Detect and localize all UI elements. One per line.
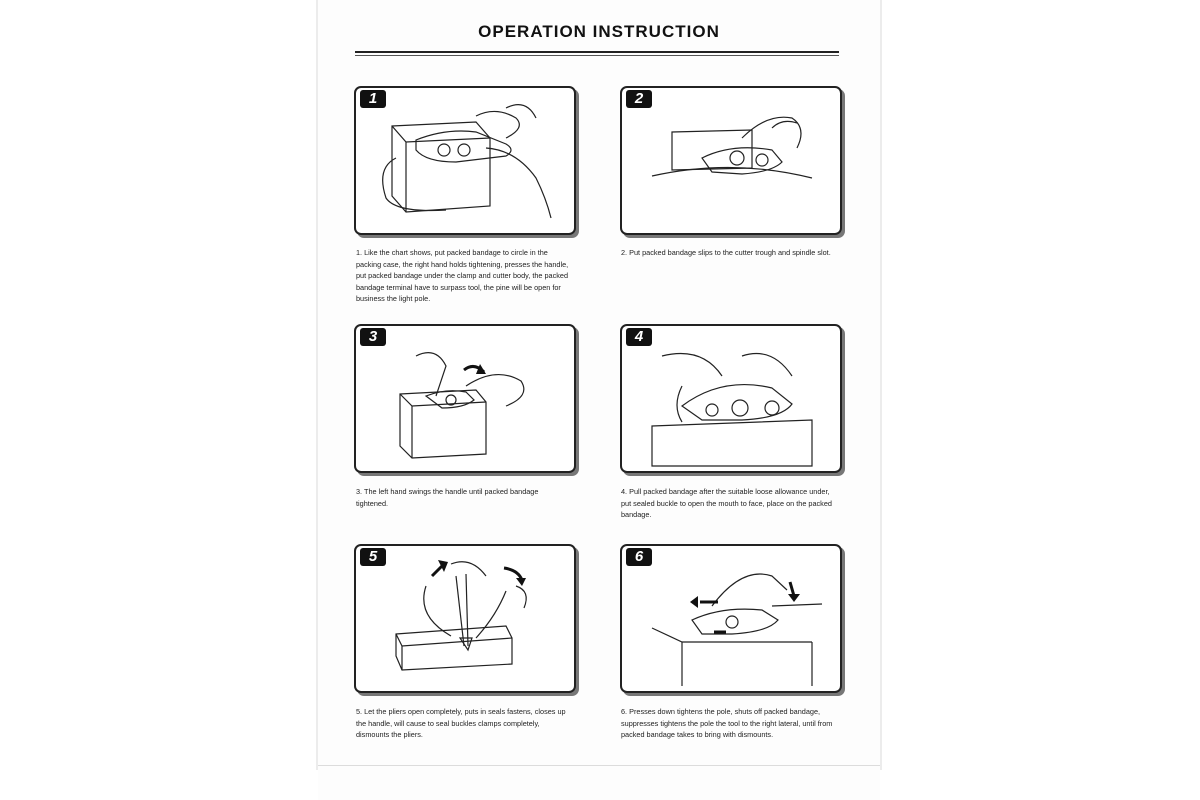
strapping-tool-drawing-2 bbox=[622, 88, 840, 233]
strapping-tool-drawing-1 bbox=[356, 88, 574, 233]
step-1-caption: 1. Like the chart shows, put packed bandage to circle in the packing case, the right hand holds tightening, presses the handle, put packed bandage under the clamp and cutter body, the packed bandage terminal have to surpass tool, the pine will be open for business the light pole. bbox=[356, 248, 569, 303]
step-3-illustration bbox=[354, 324, 576, 473]
title-rule-thin bbox=[355, 55, 839, 56]
step-4-illustration bbox=[620, 324, 842, 473]
step-5-badge: 5 bbox=[360, 548, 386, 566]
step-5-illustration bbox=[354, 544, 576, 693]
step-3-caption: 3. The left hand swings the handle until packed bandage tightened. bbox=[356, 487, 539, 508]
step-6-illustration bbox=[620, 544, 842, 693]
step-1-badge: 1 bbox=[360, 90, 386, 108]
sheet-bottom-edge bbox=[318, 765, 880, 766]
strapping-tool-drawing-3 bbox=[356, 326, 574, 471]
step-2-illustration bbox=[620, 86, 842, 235]
step-4-caption: 4. Pull packed bandage after the suitable loose allowance under, put sealed buckle to open the mouth to face, place on the packed bandage. bbox=[621, 487, 832, 519]
step-6-caption: 6. Presses down tightens the pole, shuts off packed bandage, suppresses tightens the pole the tool to the right lateral, until from packed bandage takes to bring with dismounts. bbox=[621, 707, 833, 739]
sheet-edge-right bbox=[880, 0, 882, 770]
sealing-pliers-drawing-5 bbox=[356, 546, 574, 691]
step-2-caption: 2. Put packed bandage slips to the cutter trough and spindle slot. bbox=[621, 248, 831, 257]
sheet-edge-left bbox=[316, 0, 318, 770]
step-6-badge: 6 bbox=[626, 548, 652, 566]
page-title: OPERATION INSTRUCTION bbox=[478, 22, 720, 41]
strapping-tool-drawing-4 bbox=[622, 326, 840, 471]
step-3-badge: 3 bbox=[360, 328, 386, 346]
step-4-badge: 4 bbox=[626, 328, 652, 346]
step-1-illustration bbox=[354, 86, 576, 235]
strapping-tool-drawing-6 bbox=[622, 546, 840, 691]
step-5-caption: 5. Let the pliers open completely, puts in seals fastens, closes up the handle, will cause to seal buckles clamps completely, dismounts the pliers. bbox=[356, 707, 566, 739]
step-2-badge: 2 bbox=[626, 90, 652, 108]
title-rule bbox=[355, 51, 839, 53]
